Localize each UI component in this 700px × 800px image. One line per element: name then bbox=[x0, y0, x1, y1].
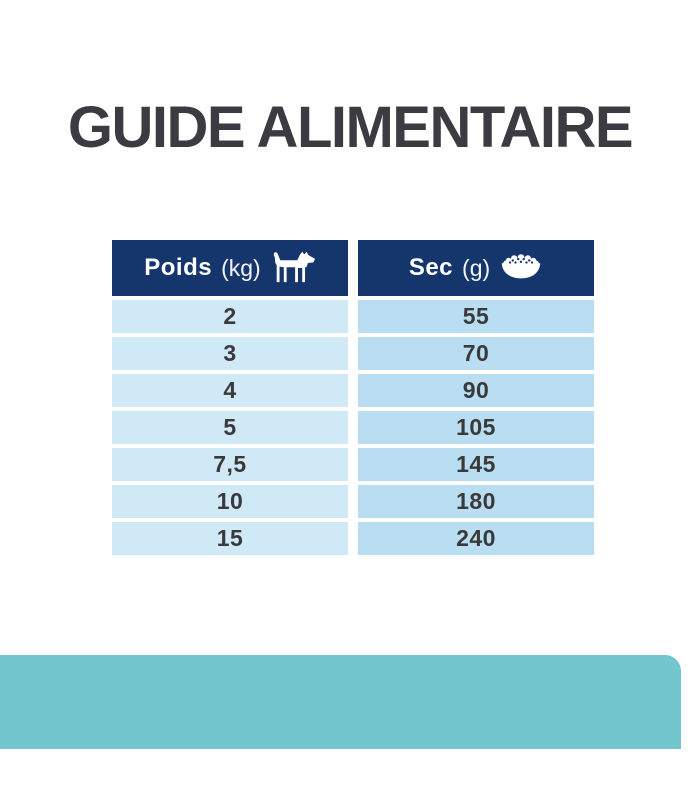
dry-food-cell: 240 bbox=[358, 522, 594, 555]
bowl-icon bbox=[499, 253, 543, 283]
dry-food-header-label: Sec bbox=[408, 254, 454, 281]
dry-food-column-header bbox=[358, 240, 594, 296]
weight-cell: 3 bbox=[112, 337, 348, 370]
teal-accent-band bbox=[0, 655, 681, 749]
weight-cell: 7,5 bbox=[112, 448, 348, 481]
weight-cell: 2 bbox=[112, 300, 348, 333]
dry-food-header-unit: (g) bbox=[462, 254, 491, 281]
dry-food-cell: 90 bbox=[358, 374, 594, 407]
dry-food-column bbox=[358, 240, 594, 555]
dry-food-cell: 145 bbox=[358, 448, 594, 481]
dog-icon bbox=[270, 251, 316, 285]
weight-cell: 15 bbox=[112, 522, 348, 555]
weight-cell: 4 bbox=[112, 374, 348, 407]
weight-column bbox=[112, 240, 348, 555]
dry-food-cell: 105 bbox=[358, 411, 594, 444]
weight-cell: 10 bbox=[112, 485, 348, 518]
dry-food-cell: 70 bbox=[358, 337, 594, 370]
page-title: GUIDE ALIMENTAIRE bbox=[67, 95, 633, 160]
weight-header-label: Poids bbox=[144, 254, 213, 281]
feeding-table bbox=[112, 240, 594, 555]
weight-column-header bbox=[112, 240, 348, 296]
dry-food-cell: 180 bbox=[358, 485, 594, 518]
weight-cell: 5 bbox=[112, 411, 348, 444]
dry-food-cell: 55 bbox=[358, 300, 594, 333]
weight-header-unit: (kg) bbox=[221, 254, 261, 281]
